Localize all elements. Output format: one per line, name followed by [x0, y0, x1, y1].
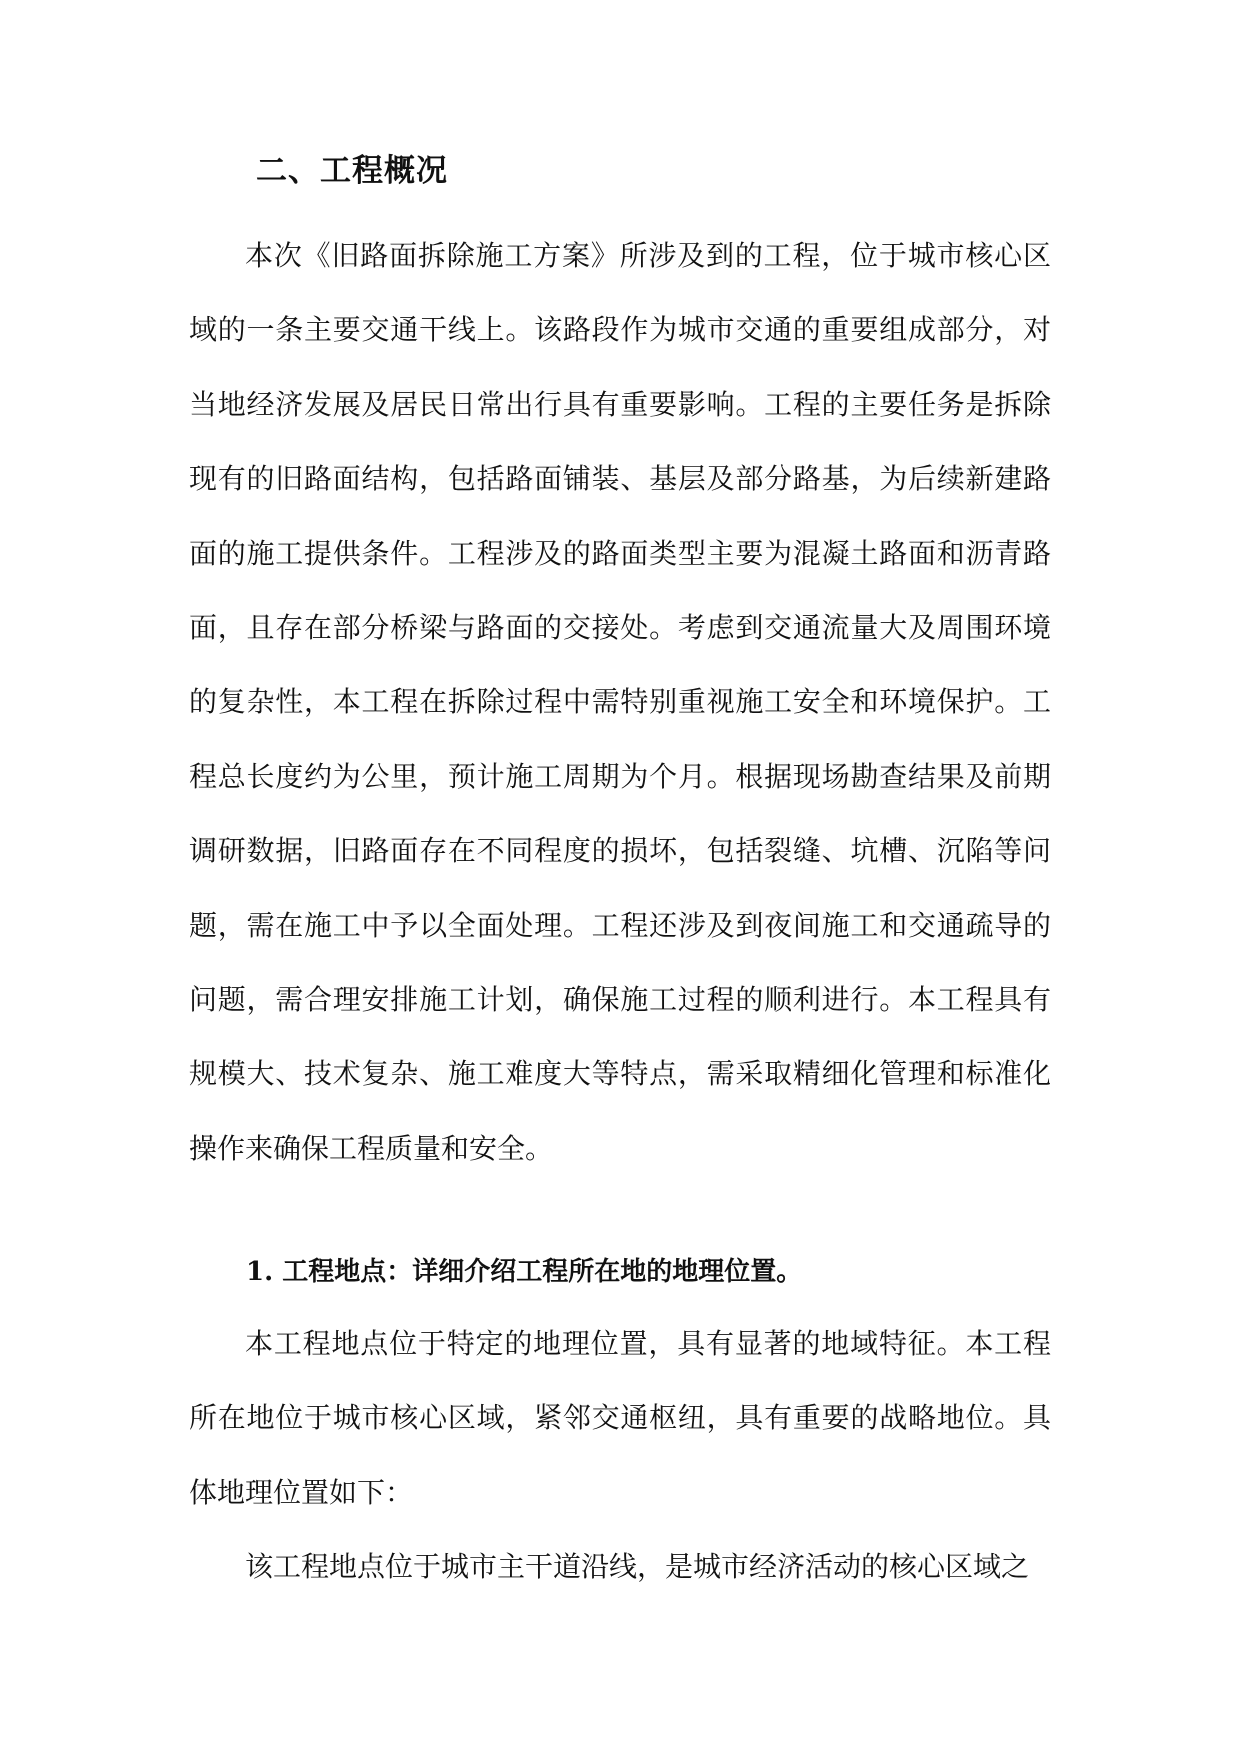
location-detail-paragraph: 该工程地点位于城市主干道沿线，是城市经济活动的核心区域之 — [245, 1550, 1030, 1583]
location-paragraph: 本工程地点位于特定的地理位置，具有显著的地域特征。本工程所在地位于城市核心区域，紧邻交通枢纽，具有重要的战略地位。具体地理位置如下： — [189, 1327, 1051, 1509]
overview-paragraph: 本次《旧路面拆除施工方案》所涉及到的工程，位于城市核心区域的一条主要交通干线上。该路段作为城市交通的重要组成部分，对当地经济发展及居民日常出行具有重要影响。工程的主要任务是拆除现有的旧路面结构，包括路面铺装、基层及部分路基，为后续新建路面的施工提供条件。工程涉及的路面类型主要为混凝土路面和沥青路面，且存在部分桥梁与路面的交接处。考虑到交通流量大及周围环境的复杂性，本工程在拆除过程中需特别重视施工安全和环境保护。工程总长度约为公里，预计施工周期为个月。根据现场勘查结果及前期调研数据，旧路面存在不同程度的损坏，包括裂缝、坑槽、沉陷等问题，需在施工中予以全面处理。工程还涉及到夜间施工和交通疏导的问题，需合理安排施工计划，确保施工过程的顺利进行。本工程具有规模大、技术复杂、施工难度大等特点，需采取精细化管理和标准化操作来确保工程质量和安全。 — [189, 239, 1051, 1165]
section-heading: 二、工程概况 — [256, 153, 448, 189]
subheading-project-location: 1. 工程地点：详细介绍工程所在地的地理位置。 — [246, 1257, 803, 1287]
